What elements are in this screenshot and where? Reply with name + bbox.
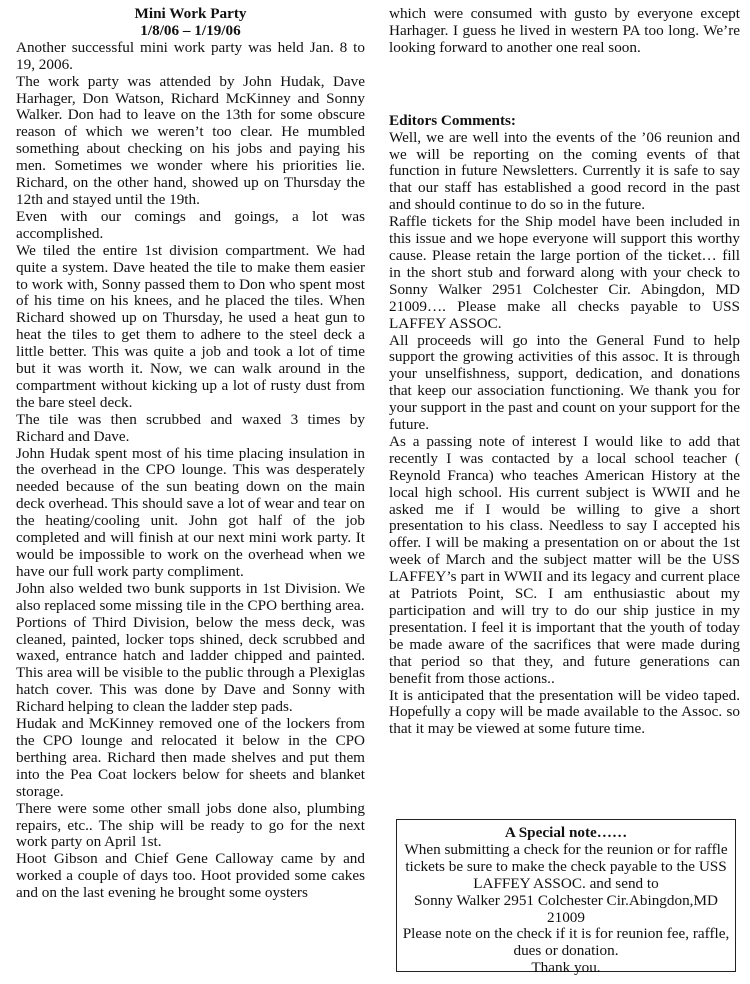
article-dates: 1/8/06 – 1/19/06 — [140, 21, 241, 39]
special-note-instruction: Please note on the check if it is for reunion fee, raffle, dues or donation. — [402, 925, 730, 960]
article-paragraph: The tile was then scrubbed and waxed 3 times by Richard and Dave. — [16, 410, 365, 445]
article-paragraph: The work party was attended by John Hudak, Dave Harhager, Don Watson, Richard McKinney and Sonny Walker. Don had to leave on the 13th for some obscure reason of which we weren’t too clear. He mumbled something about checking on his jobs and paying his men. Sometimes we wonder where his priorities lie. Richard, on the other hand, showed up on Thursday the 12th and stayed until the 19th. — [16, 72, 365, 208]
editors-paragraph: All proceeds will go into the General Fund to help support the growing activities of this assoc. It is through your unselfishness, support, dedication, and donations that keep our association functioning. We thank you for your support in the past and count on your support for the future. — [389, 331, 740, 434]
article-paragraph: Hoot Gibson and Chief Gene Calloway came by and worked a couple of days too. Hoot provided some cakes and on the last evening he brought some oysters — [16, 850, 365, 902]
special-note-body: When submitting a check for the reunion or for raffle tickets be sure to make the check payable to the USS LAFFEY ASSOC. and send to — [404, 840, 728, 892]
special-note-thanks: Thank you. — [531, 959, 601, 977]
article-paragraph: Another successful mini work party was held Jan. 8 to 19, 2006. — [16, 38, 365, 73]
article-paragraph: Hudak and McKinney removed one of the lockers from the CPO lounge and relocated it below in the CPO berthing area. Richard then made shelves and put them into the Pea Coat lockers below for sheets and blanket storage. — [16, 715, 365, 800]
special-note-box — [396, 819, 736, 977]
article-title: Mini Work Party — [134, 5, 247, 22]
special-note-title: A Special note…… — [504, 824, 628, 841]
editors-paragraph: As a passing note of interest I would like to add that recently I was contacted by a local school teacher ( Reynold Franca) who teaches American History at the local high school. His current subject is WWII and he asked me if I would be willing to give a short presentation to his class. Needless to say I accepted his offer. I will be making a presentation on or about the 1st week of March and the subject matter will be the USS LAFFEY’s part in WWII and its legacy and current place at Patriots Point, SC. I am enthusiastic about my participation and will try to do our ship justice in my presentation. I feel it is important that the youth of today be made aware of the sacrifices that were made during that period so that they, and future generations can benefit from those actions.. — [389, 432, 740, 687]
article-paragraph: John Hudak spent most of his time placing insulation in the overhead in the CPO lounge. This was desperately needed because of the sun beating down on the main deck overhead. This should save a lot of wear and tear on the heating/cooling unit. John got half of the job completed and will finish at our next mini work party. It would be impossible to work on the overhead when we have our full work party compliment. — [16, 444, 365, 580]
article-paragraph: Even with our comings and goings, a lot was accomplished. — [16, 207, 365, 242]
column-gap — [389, 57, 740, 113]
editors-paragraph: Well, we are well into the events of the ’06 reunion and we will be reporting on the coming events of that function in future Newsletters. Currently it is safe to say that our staff has established a good record in the past and should continue to do so in the future. — [389, 128, 740, 214]
article-paragraph: Portions of Third Division, below the mess deck, was cleaned, painted, locker tops shined, deck scrubbed and waxed, entrance hatch and ladder chipped and painted. This area will be visible to the public through a Plexiglas hatch cover. This was done by Dave and Sonny with Richard helping to clean the ladder step pads. — [16, 613, 365, 716]
right-column — [389, 6, 740, 738]
article-paragraph: There were some other small jobs done also, plumbing repairs, etc.. The ship will be ready to go for the next work party on April 1st. — [16, 799, 365, 851]
editors-paragraph: It is anticipated that the presentation will be video taped. Hopefully a copy will be made available to the Assoc. so that it may be viewed at some future time. — [389, 686, 740, 738]
article-paragraph: We tiled the entire 1st division compartment. We had quite a system. Dave heated the tile to make them easier to work with, Sonny passed them to Don who spent most of his time on his knees, and he placed the tiles. When Richard showed up on Thursday, he used a heat gun to heat the tiles to get them to adhere to the steel deck a little better. This was quite a job and took a lot of time but it was worth it. Now, we can walk around in the compartment without kicking up a lot of rusty dust from the bare steel deck. — [16, 241, 365, 411]
special-note-address: Sonny Walker 2951 Colchester Cir.Abingdon,MD 21009 — [414, 891, 718, 926]
editors-paragraph: Raffle tickets for the Ship model have been included in this issue and we hope everyone will support this worthy cause. Please retain the large portion of the ticket… fill in the short stub and forward along with your check to Sonny Walker 2951 Colchester Cir. Abingdon, MD 21009…. Please make all checks payable to USS LAFFEY ASSOC. — [389, 213, 740, 332]
editors-heading: Editors Comments: — [389, 111, 516, 129]
work-party-article — [16, 6, 365, 902]
article-paragraph: John also welded two bunk supports in 1st Division. We also replaced some missing tile in the CPO berthing area. — [16, 579, 365, 614]
article-continuation: which were consumed with gusto by everyone except Harhager. I guess he lived in western PA too long. We’re looking forward to another one real soon. — [389, 5, 740, 56]
